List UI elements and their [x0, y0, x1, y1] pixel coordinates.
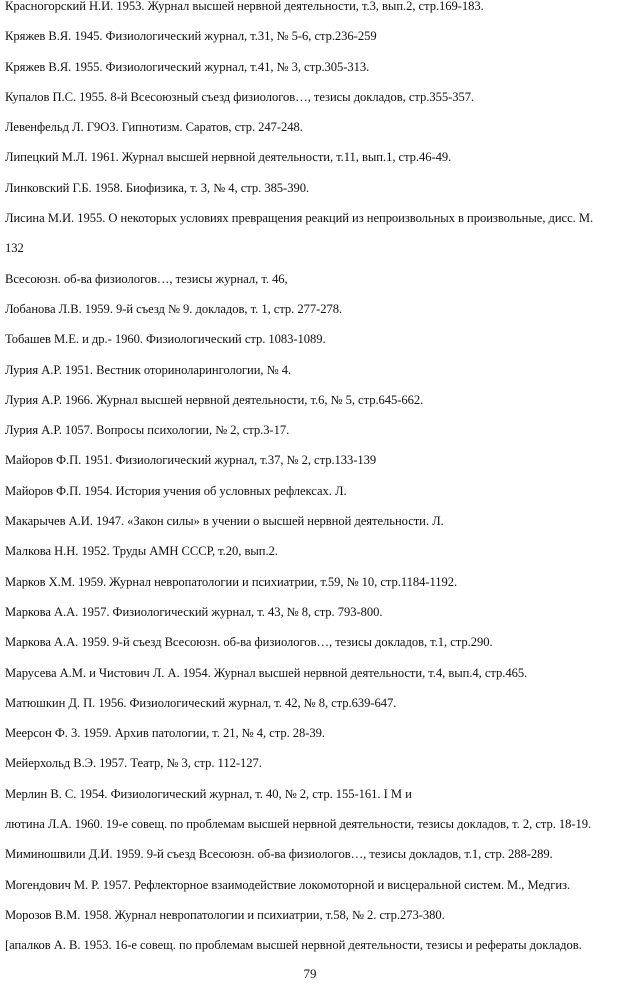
reference-list [5, 0, 617, 967]
reference-line: Марков Х.М. 1959. Журнал невропатологии и психиатрии, т.59, № 10, стр.1184-1192. [5, 574, 458, 589]
reference-line: Лобанова Л.В. 1959. 9-й съезд № 9. докладов, т. 1, стр. 277-278. [5, 301, 343, 316]
reference-line: Меерсон Ф. 3. 1959. Архив патологии, т. 21, № 4, стр. 28-39. [5, 726, 325, 741]
reference-line: Макарычев А.И. 1947. «Закон силы» в учении о высшей нервной деятельности. Л. [5, 514, 444, 529]
reference-line: [апалков А. В. 1953. 16-е совещ. по проблемам высшей нервной деятельности, тезисы и рефераты докладов. [5, 938, 582, 953]
reference-line: Кряжев В.Я. 1945. Физиологический журнал, т.31, № 5-6, стр.236-259 [5, 29, 377, 44]
reference-line: лютина Л.А. 1960. 19-е совещ. по проблемам высшей нервной деятельности, тезисы докладов, т. 2, стр. 18-19. [5, 817, 592, 832]
reference-line: Мерлин В. С. 1954. Физиологический журнал, т. 40, № 2, стр. 155-161. I М и [5, 786, 412, 801]
reference-line: Липецкий М.Л. 1961. Журнал высшей нервной деятельности, т.11, вып.1, стр.46-49. [5, 150, 452, 165]
reference-line: Лисина М.И. 1955. О некоторых условиях превращения реакций из непроизвольных в произвольные, дисс. М. [5, 211, 594, 226]
reference-line: Марусева А.М. и Чистович Л. А. 1954. Журнал высшей нервной деятельности, т.4, вып.4, стр.465. [5, 665, 528, 680]
reference-line: Могендович М. Р. 1957. Рефлекторное взаимодействие локомоторной и висцеральной систем. М., Медгиз. [5, 877, 571, 892]
page-number: 79 [303, 966, 317, 981]
reference-line: Лурия А.Р. 1057. Вопросы психологии, № 2, стр.3-17. [5, 423, 290, 438]
reference-line: Лурия А.Р. 1966. Журнал высшей нервной деятельности, т.6, № 5, стр.645-662. [5, 392, 424, 407]
reference-line: 132 [5, 241, 24, 256]
reference-line: Тобашев М.Е. и др.- 1960. Физиологический стр. 1083-1089. [5, 332, 326, 347]
reference-line: Линковский Г.Б. 1958. Биофизика, т. 3, № 4, стр. 385-390. [5, 180, 310, 195]
reference-line: Морозов В.М. 1958. Журнал невропатологии и психиатрии, т.58, № 2. стр.273-380. [5, 907, 445, 922]
reference-line: Миминошвили Д.И. 1959. 9-й съезд Всесоюзн. об-ва физиологов…, тезисы докладов, т.1, стр. 288-289. [5, 847, 553, 862]
reference-line: Левенфельд Л. Г9ОЗ. Гипнотизм. Саратов, стр. 247-248. [5, 120, 303, 135]
reference-line: Маркова А.А. 1957. Физиологический журнал, т. 43, № 8, стр. 793-800. [5, 604, 383, 619]
reference-line: Майоров Ф.П. 1954. История учения об условных рефлексах. Л. [5, 483, 347, 498]
reference-line: Всесоюзн. об-ва физиологов…, тезисы журнал, т. 46, [5, 271, 288, 286]
reference-line: Мейерхольд В.Э. 1957. Театр, № 3, стр. 112-127. [5, 756, 262, 771]
reference-line: Малкова Н.Н. 1952. Труды АМН СССР, т.20, вып.2. [5, 544, 278, 559]
reference-line: Красногорский Н.И. 1953. Журнал высшей нервной деятельности, т.3, вып.2, стр.169-183. [5, 0, 484, 13]
reference-line: Лурия А.Р. 1951. Вестник оториноларингологии, № 4. [5, 362, 292, 377]
reference-line: Купалов П.С. 1955. 8-й Всесоюзный съезд физиологов…, тезисы докладов, стр.355-357. [5, 89, 475, 104]
reference-line: Матюшкин Д. П. 1956. Физиологический журнал, т. 42, № 8, стр.639-647. [5, 695, 397, 710]
reference-line: Майоров Ф.П. 1951. Физиологический журнал, т.37, № 2, стр.133-139 [5, 453, 377, 468]
reference-line: Кряжев В.Я. 1955. Физиологический журнал, т.41, № 3, стр.305-313. [5, 59, 370, 74]
reference-line: Маркова А.А. 1959. 9-й съезд Всесоюзн. об-ва физиологов…, тезисы докладов, т.1, стр.290. [5, 635, 493, 650]
